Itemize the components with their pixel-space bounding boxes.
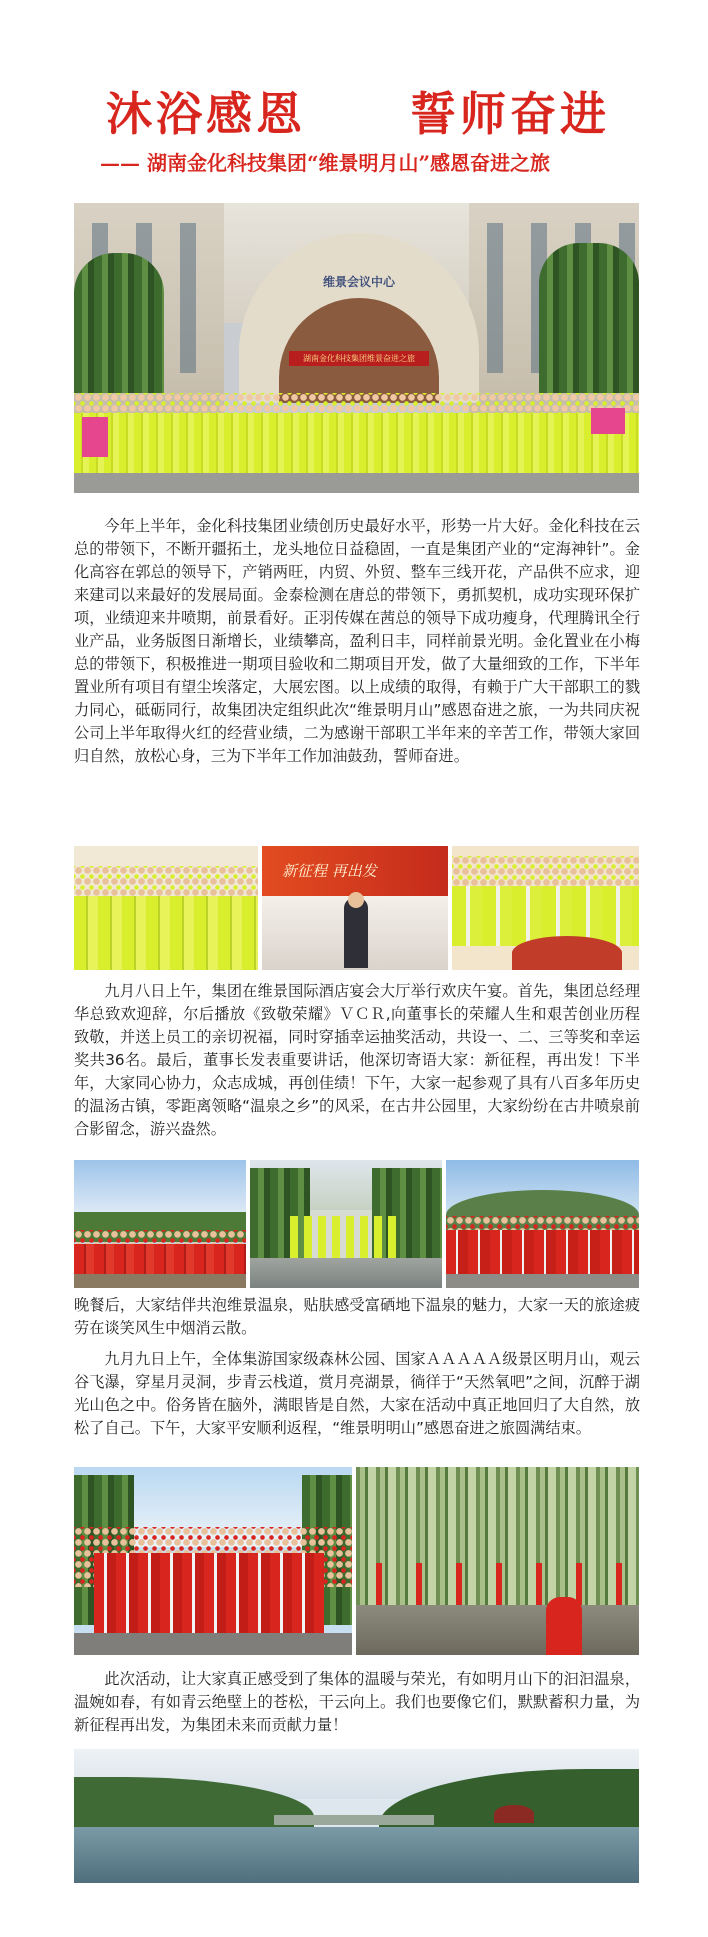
town-photo-center xyxy=(250,1160,442,1288)
page-subtitle: —— 湖南金化科技集团“维景明月山”感恩奋进之旅 xyxy=(100,151,550,175)
mountain-photo-forest xyxy=(356,1467,639,1655)
paragraph-hotspring: 晚餐后，大家结伴共泡维景温泉，贴肤感受富硒地下温泉的魅力，大家一天的旅途疲劳在谈笑风生中烟消云散。 xyxy=(74,1296,640,1337)
hero-banner: 湖南金化科技集团维景奋进之旅 xyxy=(289,351,429,366)
paragraph-mountain: 九月九日上午，全体集游国家级森林公园、国家ＡＡＡＡＡ级景区明月山，观云谷飞瀑，穿星月灵洞，步青云栈道，赏月亮湖景，徜徉于“天然氧吧”之间，沉醉于湖光山色之中。俗务皆在脑外，满眼皆是自然，大家在活动中真正地回归了大自然，放松了自己。下午，大家平安顺利返程，“维景明明山”感恩奋进之旅圆满结束。 xyxy=(74,1350,640,1437)
building-sign: 维景会议中心 xyxy=(322,275,395,289)
title-left: 沐浴感恩 xyxy=(106,87,306,141)
town-photo-right xyxy=(446,1160,639,1288)
town-photo-left xyxy=(74,1160,246,1288)
banquet-photo-left xyxy=(74,846,258,970)
page-title xyxy=(0,78,708,140)
speaker-figure xyxy=(344,898,368,968)
paragraph-banquet: 九月八日上午，集团在维景国际酒店宴会大厅举行欢庆午宴。首先，集团总经理华总致欢迎辞，尔后播放《致敬荣耀》ＶＣＲ,向董事长的荣耀人生和艰苦创业历程致敬，并送上员工的亲切祝福，同时穿插幸运抽奖活动，共设一、二、三等奖和幸运奖共36名。最后，董事长发表重要讲话，他深切寄语大家：新征程，再出发！下半年，大家同心协力，众志成城，再创佳绩！下午，大家一起参观了具有八百多年历史的温汤古镇，零距离领略“温泉之乡”的风采，在古井公园里，大家纷纷在古井喷泉前合影留念，游兴盎然。 xyxy=(74,982,640,1138)
banquet-photo-stage xyxy=(262,846,448,970)
paragraph-intro: 今年上半年，金化科技集团业绩创历史最好水平，形势一片大好。金化科技在云总的带领下，不断开疆拓土，龙头地位日益稳固，一直是集团产业的“定海神针”。金化高容在郭总的领导下，产销两旺，内贸、外贸、整车三线开花，产品供不应求，迎来建司以来最好的发展局面。金泰检测在唐总的带领下，勇抓契机，成功实现环保扩项，业绩迎来井喷期，前景看好。正羽传媒在茜总的领导下成功瘦身，代理腾讯全行业产品，业务版图日渐增长，业绩攀高，盈利日丰，同样前景光明。金化置业在小梅总的带领下，积极推进一期项目验收和二期项目开发，做了大量细致的工作，下半年置业所有项目有望尘埃落定，大展宏图。以上成绩的取得，有赖于广大干部职工的戮力同心，砥砺同行，故集团决定组织此次“维景明月山”感恩奋进之旅，一为共同庆祝公司上半年取得火红的经营业绩，二为感谢干部职工半年来的辛苦工作，带领大家回归自然，放松心身，三为下半年工作加油鼓劲，誓师奋进。 xyxy=(74,517,640,765)
mountain-photo-group xyxy=(74,1467,352,1655)
hero-group-photo xyxy=(74,203,639,493)
title-right: 誓师奋进 xyxy=(410,87,610,141)
banquet-photo-toast xyxy=(452,846,639,970)
stage-banner: 新征程 再出发 xyxy=(282,862,377,880)
lake-photo xyxy=(74,1749,639,1883)
paragraph-closing: 此次活动，让大家真正感受到了集体的温暖与荣光，有如明月山下的汩汩温泉，温婉如春，有如青云绝壁上的苍松，干云向上。我们也要像它们，默默蓄积力量，为新征程再出发，为集团未来而贡献力量！ xyxy=(74,1670,640,1734)
